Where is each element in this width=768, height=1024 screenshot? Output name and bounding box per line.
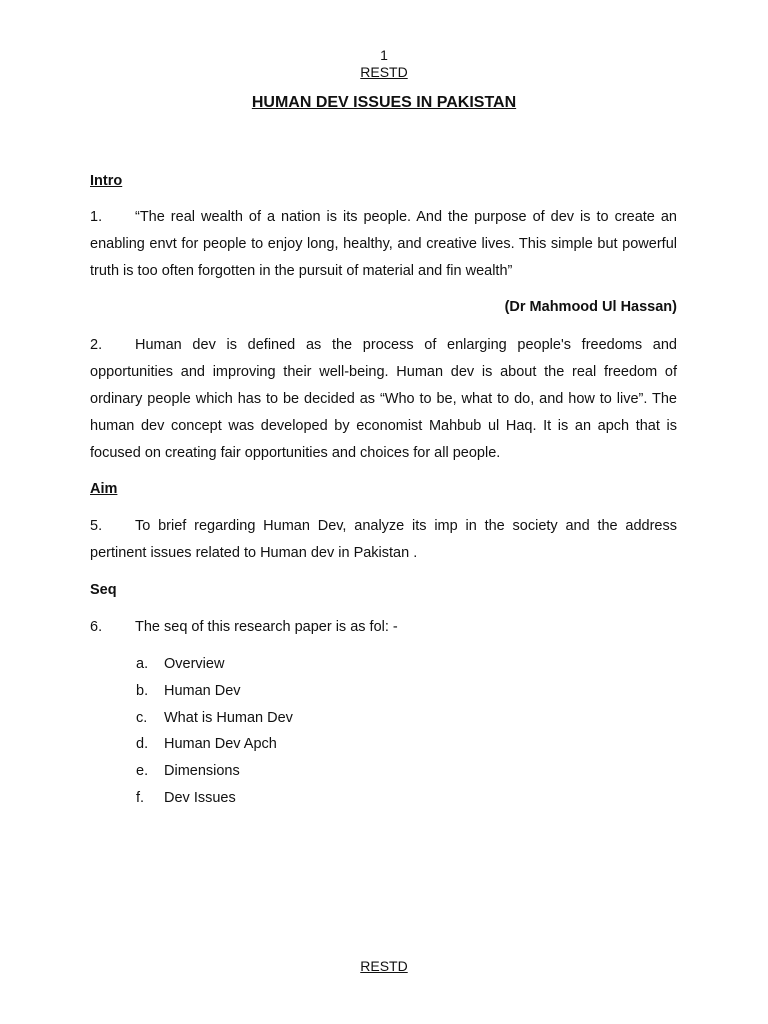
seq-heading: Seq — [90, 582, 117, 598]
list-item — [136, 678, 293, 705]
list-item — [136, 705, 293, 732]
intro-paragraph-1 — [90, 204, 677, 285]
paragraph-text: The seq of this research paper is as fol: - — [135, 619, 398, 635]
list-item-text: Dimensions — [164, 763, 240, 780]
list-item — [136, 758, 293, 785]
list-item-letter: a. — [136, 656, 149, 672]
classification-header: RESTD — [360, 64, 408, 80]
list-item-text: Human Dev — [164, 682, 241, 699]
list-item — [136, 651, 293, 678]
list-item-text: What is Human Dev — [164, 709, 293, 726]
document-title: HUMAN DEV ISSUES IN PAKISTAN — [251, 94, 517, 111]
quote-attribution: (Dr Mahmood Ul Hassan) — [504, 299, 677, 315]
list-item-text: Dev Issues — [164, 789, 236, 806]
sequence-list — [136, 651, 293, 812]
list-item — [136, 785, 293, 812]
paragraph-number: 6. — [90, 619, 103, 635]
paragraph-text: “The real wealth of a nation is its people. And the purpose of dev is to create an enabling envt for people to enjoy long, healthy, and creative lives. This simple but powerful truth is too often forgotten in the pursuit of material and fin wealth” — [90, 209, 677, 279]
list-item-letter: f. — [136, 789, 145, 806]
classification-footer: RESTD — [360, 958, 408, 974]
page-number: 1 — [380, 47, 388, 63]
paragraph-text: Human dev is defined as the process of enlarging people's freedoms and opportunities and improving their well-being. Human dev is about the real freedom of ordinary people which has to be decided as “Who to be, what to do, and how to live”. The human dev concept was developed by economist Mahbub ul Haq. It is an apch that is focused on creating fair opportunities and choices for all people. — [90, 337, 677, 461]
paragraph-text: To brief regarding Human Dev, analyze its imp in the society and the address pertinent issues related to Human dev in Pakistan . — [90, 518, 677, 561]
aim-heading: Aim — [90, 481, 118, 497]
paragraph-number: 5. — [90, 518, 103, 534]
intro-heading: Intro — [90, 173, 123, 189]
paragraph-number: 1. — [90, 209, 103, 225]
list-item-letter: c. — [136, 709, 148, 726]
intro-paragraph-2 — [90, 332, 677, 467]
list-item-letter: b. — [136, 682, 149, 699]
aim-paragraph — [90, 513, 677, 567]
list-item-letter: d. — [136, 736, 149, 753]
list-item-letter: e. — [136, 763, 149, 780]
seq-paragraph — [90, 614, 677, 641]
paragraph-number: 2. — [90, 337, 103, 353]
list-item-text: Human Dev Apch — [164, 736, 277, 753]
list-item-text: Overview — [164, 656, 225, 672]
list-item — [136, 731, 293, 758]
